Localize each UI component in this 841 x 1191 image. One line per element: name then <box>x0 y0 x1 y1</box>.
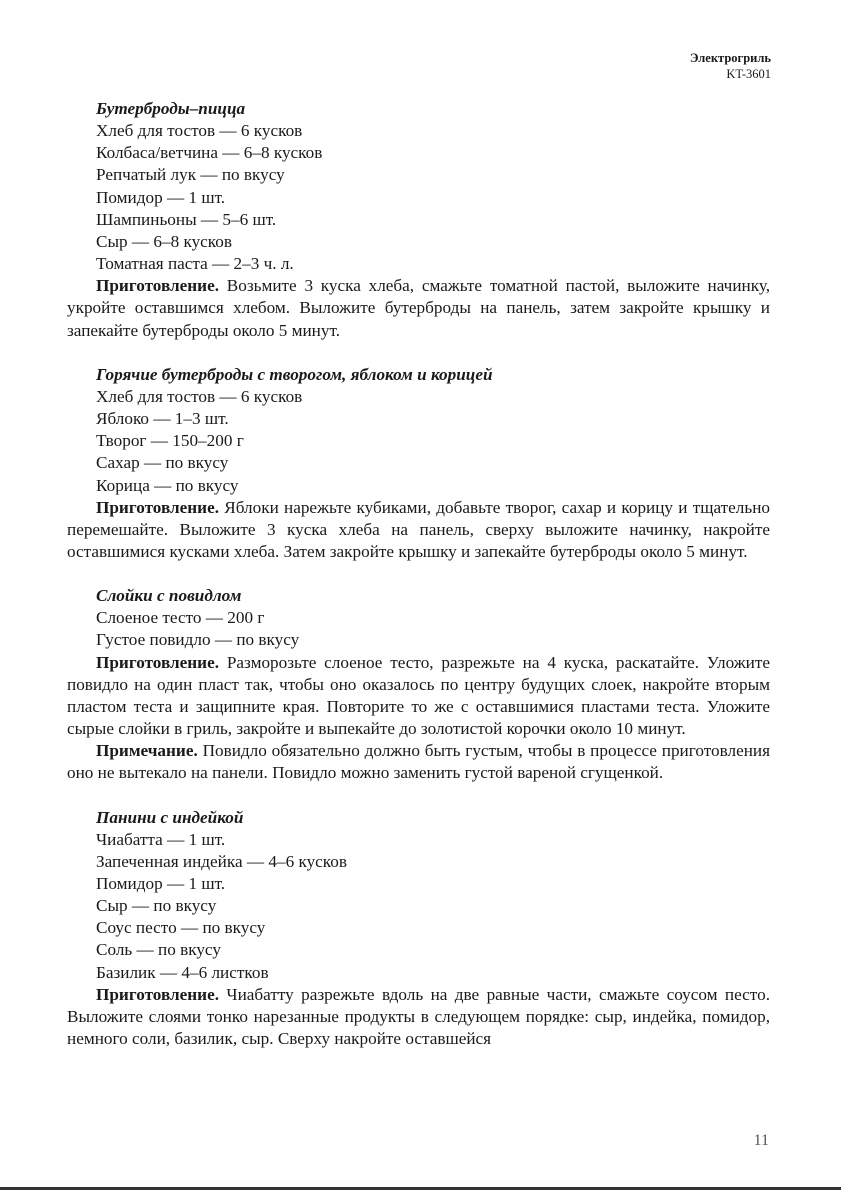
recipe-content <box>67 98 770 1050</box>
ingredient-line: Помидор — 1 шт. <box>96 187 226 207</box>
ingredient-line: Сыр — по вкусу <box>96 896 217 916</box>
preparation-paragraph <box>67 497 770 563</box>
recipe-1 <box>67 98 770 342</box>
section-gap <box>67 563 770 585</box>
paragraph-label: Примечание. <box>96 741 198 761</box>
ingredient-line: Сахар — по вкусу <box>96 453 229 473</box>
ingredient-line: Сыр — 6–8 кусков <box>96 231 232 251</box>
preparation-paragraph <box>67 652 770 741</box>
section-gap <box>67 785 770 807</box>
ingredient-line: Шампиньоны — 5–6 шт. <box>96 209 277 229</box>
ingredient-line: Хлеб для тостов — 6 кусков <box>96 386 303 406</box>
ingredient-line: Яблоко — 1–3 шт. <box>96 409 229 429</box>
ingredient-line: Чиабатта — 1 шт. <box>96 829 226 849</box>
ingredient-line: Корица — по вкусу <box>96 475 239 495</box>
ingredient-line: Соус песто — по вкусу <box>96 918 266 938</box>
ingredient-line: Хлеб для тостов — 6 кусков <box>96 121 303 141</box>
ingredient-line: Колбаса/ветчина — 6–8 кусков <box>96 143 323 163</box>
note-paragraph <box>67 740 770 784</box>
header-model: KT-3601 <box>726 67 771 81</box>
paragraph-text: Повидло обязательно должно быть густым, чтобы в процессе приготовления оно не вытекало на панели. Повидло можно заменить густой вареной сгущенкой. <box>67 741 770 783</box>
recipe-2 <box>67 364 770 563</box>
preparation-paragraph <box>67 984 770 1050</box>
paragraph-label: Приготовление. <box>96 276 220 296</box>
paragraph-label: Приготовление. <box>96 497 220 517</box>
recipe-4 <box>67 807 770 1051</box>
ingredient-line: Репчатый лук — по вкусу <box>96 165 285 185</box>
paragraph-text: Чиабатту разрежьте вдоль на две равные части, смажьте соусом песто. Выложите слоями тонко нарезанные продукты в следующем порядке: сыр, индейка, помидор, немного соли, базилик, сыр. Сверху накройте оставшейся <box>67 984 770 1049</box>
paragraph-text: Разморозьте слоеное тесто, разрежьте на 4 куска, раскатайте. Уложите повидло на один пласт так, чтобы оно оказалось по центру будущих слоек, накройте вторым пластом теста и защипните края. Повторите то же с оставшимися пластами теста. Уложите сырые слойки в гриль, закройте и выпекайте до золотистой корочки около 10 минут. <box>67 652 770 739</box>
ingredient-line: Помидор — 1 шт. <box>96 874 226 893</box>
paragraph-label: Приготовление. <box>96 652 220 672</box>
recipe-title: Горячие бутерброды с творогом, яблоком и корицей <box>96 364 493 384</box>
section-gap <box>67 342 770 364</box>
page-number: 11 <box>753 1132 769 1149</box>
bottom-divider <box>0 1187 841 1190</box>
paragraph-text: Возьмите 3 куска хлеба, смажьте томатной пастой, выложите начинку, укройте оставшимся хлебом. Выложите бутерброды на панель, затем закройте крышку и запекайте бутерброды около 5 минут. <box>67 276 770 340</box>
ingredient-line: Слоеное тесто — 200 г <box>96 608 265 628</box>
page-header <box>690 50 771 82</box>
ingredient-line: Запеченная индейка — 4–6 кусков <box>96 851 347 871</box>
recipe-3 <box>67 585 770 784</box>
recipe-title: Слойки с повидлом <box>96 586 242 606</box>
ingredient-line: Томатная паста — 2–3 ч. л. <box>96 254 294 274</box>
ingredient-line: Соль — по вкусу <box>96 940 221 960</box>
header-product: Электрогриль <box>689 51 771 65</box>
recipe-title: Панини с индейкой <box>96 807 244 827</box>
paragraph-text: Яблоки нарежьте кубиками, добавьте творог, сахар и корицу и тщательно перемешайте. Выложите 3 куска хлеба на панель, сверху выложите начинку, накройте оставшимися кусками хлеба. Затем закройте крышку и запекайте бутерброды около 5 минут. <box>67 497 770 561</box>
recipe-title: Бутерброды–пицца <box>96 99 246 118</box>
paragraph-label: Приготовление. <box>96 984 220 1004</box>
ingredient-line: Базилик — 4–6 листков <box>96 962 269 982</box>
ingredient-line: Густое повидло — по вкусу <box>96 630 300 650</box>
ingredient-line: Творог — 150–200 г <box>96 431 244 451</box>
preparation-paragraph <box>67 275 770 341</box>
